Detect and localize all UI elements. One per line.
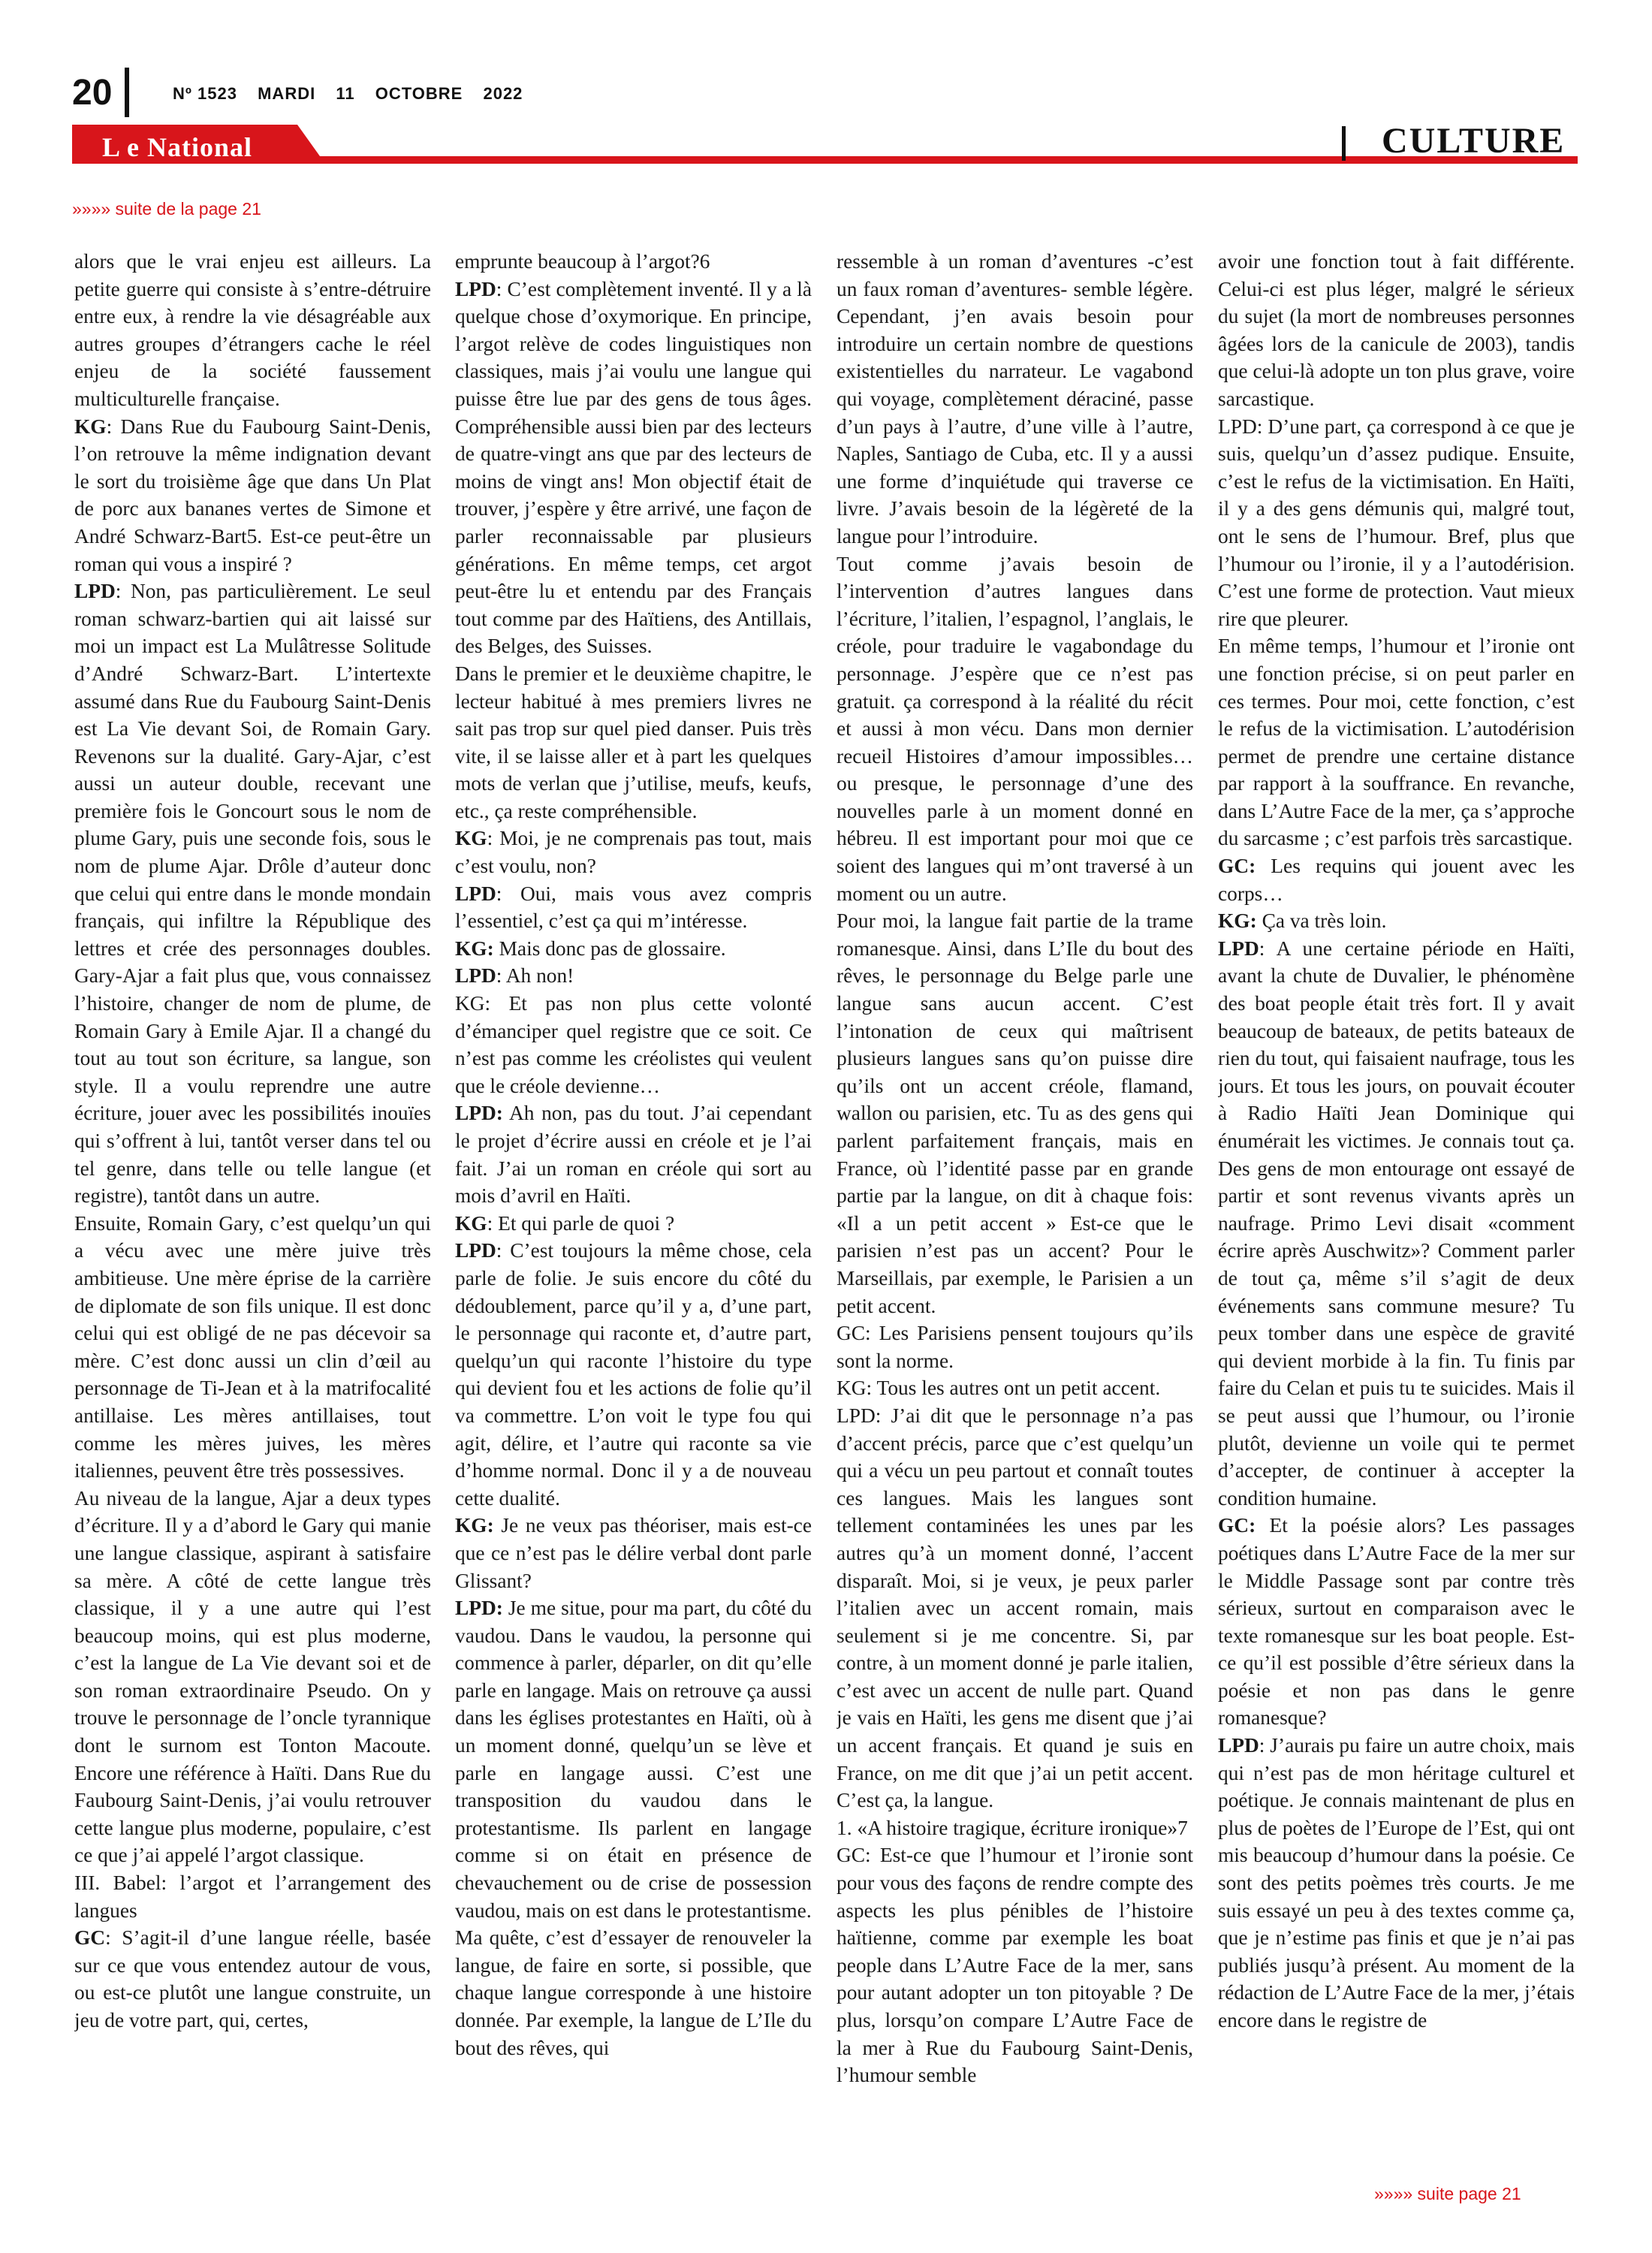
paragraph-text: Mais donc pas de glossaire. (493, 936, 726, 960)
paragraph-text: : S’agit-il d’une langue réelle, basée sur ce que vous entendez autour de vous, ou est-ce plutôt une langue construite, un jeu de votre part, qui, certes, (74, 1926, 431, 2031)
paragraph (1218, 248, 1575, 413)
paragraph (837, 1374, 1193, 1402)
paragraph (455, 1594, 812, 1924)
paragraph (1218, 1512, 1575, 1732)
speaker-label: LPD (455, 882, 496, 905)
newspaper-logo: L e National (102, 132, 253, 162)
paragraph (837, 907, 1193, 1320)
paragraph-text: 1. «A histoire tragique, écriture ironique»7 (837, 1816, 1188, 1839)
paragraph-text: : C’est complètement inventé. Il y a là quelque chose d’oxymorique. En principe, l’argot relève de codes linguistiques non classiques, mais j’ai voulu une langue qui puisse être lue par des gens de tous âges. Compréhensible aussi bien par des lecteurs de quatre-vingt ans que par des lecteurs de moins de vingt ans! Mon objectif était de trouver, j’espère y être arrivé, une façon de parler reconnaissable par plusieurs générations. En même temps, cet argot peut-être lu et entendu par des Français tout comme par des Haïtiens, des Antillais, des Belges, des Suisses. (455, 277, 812, 658)
paragraph (455, 1924, 812, 2061)
paragraph (455, 880, 812, 935)
paragraph (74, 413, 431, 578)
paragraph-text: Ça va très loin. (1256, 909, 1387, 933)
paragraph (837, 1320, 1193, 1374)
paragraph-text: Je me situe, pour ma part, du côté du vaudou. Dans le vaudou, la personne qui commence à parler, déparler, on dit qu’elle parle en langage. Mais on retrouve ça aussi dans les églises protestantes en Haïti, où à un moment donné, quelqu’un se lève et parle en langage aussi. C’est une transposition du vaudou dans le protestantisme. Ils parlent en langage comme si on était en présence de chevauchement ou de crise de possession vaudou, mais on est dans le protestantisme. (455, 1597, 812, 1922)
section-divider (1342, 126, 1346, 161)
paragraph-text: En même temps, l’humour et l’ironie ont une fonction précise, si on peut parler en ces termes. Pour moi, cette fonction, c’est le refus de la victimisation. L’autodérision permet de prendre une certaine distance par rapport à la souffrance. En revanche, dans L’Autre Face de la mer, ça s’approche du sarcasme ; c’est parfois très sarcastique. (1218, 635, 1575, 850)
speaker-label: KG (455, 827, 487, 850)
speaker-label: LPD (1218, 936, 1259, 960)
paragraph-text: Ensuite, Romain Gary, c’est quelqu’un qui a vécu avec une mère juive très ambitieuse. Une mère éprise de la carrière de diplomate de son fils unique. Il est donc celui qui est obligé de ne pas décevoir sa mère. C’est donc aussi un clin d’œil au personnage de Ti-Jean et à la matrifocalité antillaise. Les mères antillaises, tout comme les mères juives, les mères italiennes, peuvent être très possessives. (74, 1211, 431, 1482)
paragraph (837, 550, 1193, 908)
paragraph-text: KG: Et pas non plus cette volonté d’émanciper quel registre que ce soit. Ce n’est pas comme les créolistes qui veulent que le créole devienne… (455, 992, 812, 1097)
speaker-label: LPD (74, 580, 116, 603)
paragraph (837, 1841, 1193, 2089)
speaker-label: KG (455, 1211, 487, 1235)
speaker-label: KG: (455, 1514, 494, 1537)
paragraph (455, 825, 812, 879)
section-title: CULTURE (1382, 121, 1566, 161)
speaker-label: LPD (1218, 1734, 1259, 1757)
paragraph (455, 660, 812, 825)
speaker-label: LPD: (455, 1597, 503, 1620)
paragraph-text: : Non, pas particulièrement. Le seul roman schwarz-bartien qui ait laissé sur moi un impact est La Mulâtresse Solitude d’André Schwarz-Bart. L’intertexte assumé dans Rue du Faubourg Saint-Denis est La Vie devant Soi, de Romain Gary. Revenons sur la dualité. Gary-Ajar, c’est aussi un auteur double, recevant une première fois le Goncourt sous le nom de plume Gary, puis une seconde fois, sous le nom de plume Ajar. Drôle d’auteur donc que celui qui entre dans le monde mondain français, qui infiltre la République des lettres et crée des personnages doubles. Gary-Ajar a fait plus que, vous connaissez l’histoire, changer de nom de plume, de Romain Gary à Emile Ajar. Il a changé du tout au tout son écriture, sa langue, son style. Il a voulu reprendre une autre écriture, jouer avec les possibilités inouïes qui s’offrent à lui, tantôt verser dans tel ou tel genre, dans telle ou telle langue (et registre), tantôt dans un autre. (74, 580, 431, 1208)
paragraph (74, 578, 431, 1210)
paragraph (455, 248, 812, 276)
paragraph (455, 1210, 812, 1238)
paragraph-text: III. Babel: l’argot et l’arrangement des langues (74, 1871, 431, 1922)
article-column-1 (74, 248, 431, 2185)
paragraph-text: Pour moi, la langue fait partie de la trame romanesque. Ainsi, dans L’Ile du bout des rêves, le personnage du Belge parle une langue sans aucun accent. C’est l’intonation de ceux qui maîtrisent plusieurs langues sans qu’on puisse dire qu’ils ont un accent créole, flamand, wallon ou parisien, etc. Tu as des gens qui parlent parfaitement français, mais en France, où l’identité passe par en grande partie par la langue, on dit à chaque fois: «Il a un petit accent » Est-ce que le parisien n’est pas un accent? Pour le Marseillais, par exemple, le Parisien a un petit accent. (837, 909, 1193, 1317)
speaker-label: LPD (455, 277, 496, 300)
paragraph-text: Ah non, pas du tout. J’ai cependant le projet d’écrire aussi en créole et je l’ai fait. J’ai un roman en créole qui sort au mois d’avril en Haïti. (455, 1102, 812, 1208)
paragraph (1218, 935, 1575, 1512)
speaker-label: LPD (455, 964, 496, 988)
masthead-red-rule (72, 156, 1578, 164)
paragraph (455, 1099, 812, 1209)
paragraph (455, 962, 812, 990)
paragraph (455, 276, 812, 660)
speaker-label: GC: (1218, 855, 1256, 878)
issue-day: 11 (336, 84, 355, 103)
paragraph-text: GC: Les Parisiens pensent toujours qu’ils sont la norme. (837, 1322, 1193, 1372)
issue-weekday: MARDI (258, 84, 316, 103)
issue-year: 2022 (483, 84, 523, 103)
paragraph-text: avoir une fonction tout à fait différente. Celui-ci est plus léger, malgré le sérieux du sujet (la mort de nombreuses personnes âgées lors de la canicule de 2003), tandis que celui-là adopte un ton plus grave, voire sarcastique. (1218, 250, 1575, 410)
paragraph (837, 1814, 1193, 1842)
paragraph-text: : Et qui parle de quoi ? (487, 1211, 675, 1235)
paragraph (1218, 413, 1575, 633)
speaker-label: LPD (455, 1239, 496, 1262)
paragraph-text: alors que le vrai enjeu est ailleurs. La petite guerre qui consiste à s’entre-détruire entre eux, à rendre la vie désagréable aux autres groupes d’étrangers cache le réel enjeu de la société faussement multiculturelle française. (74, 250, 431, 410)
speaker-label: LPD: (455, 1102, 503, 1125)
speaker-label: GC (74, 1926, 106, 1950)
speaker-label: GC: (1218, 1514, 1256, 1537)
page-number-divider (125, 68, 129, 117)
paragraph-text: KG: Tous les autres ont un petit accent. (837, 1377, 1161, 1400)
article-column-2 (455, 248, 812, 2185)
issue-number: Nº 1523 (173, 84, 237, 103)
continued-from-note: »»»» suite de la page 21 (72, 199, 261, 219)
paragraph (1218, 907, 1575, 935)
speaker-label: KG: (1218, 909, 1257, 933)
paragraph-text: : Oui, mais vous avez compris l’essentiel, c’est ça qui m’intéresse. (455, 882, 812, 933)
paragraph-text: Au niveau de la langue, Ajar a deux types d’écriture. Il y a d’abord le Gary qui manie une langue classique, aspirant à satisfaire sa mère. A côté de cette langue très classique, il y a une autre qui l’est beaucoup moins, qui est plus moderne, c’est la langue de La Vie devant soi et de son roman extraordinaire Pseudo. On y trouve le personnage de l’oncle tyrannique dont le surnom est Tonton Macoute. Encore une référence à Haïti. Dans Rue du Faubourg Saint-Denis, j’ai voulu retrouver cette langue plus moderne, populaire, c’est ce que j’ai appelé l’argot classique. (74, 1486, 431, 1867)
paragraph (1218, 632, 1575, 852)
paragraph (74, 1924, 431, 2034)
continued-to-note: »»»» suite page 21 (1374, 2184, 1521, 2203)
paragraph-text: GC: Est-ce que l’humour et l’ironie sont pour vous des façons de rendre compte des aspects les plus pénibles de l’histoire haïtienne, comme par exemple les boat people dans L’Autre Face de la mer, sans pour autant adopter un ton pitoyable ? De plus, lorsqu’on compare L’Autre Face de la mer à Rue du Faubourg Saint-Denis, l’humour semble (837, 1844, 1193, 2087)
paragraph-text: : Moi, je ne comprenais pas tout, mais c’est voulu, non? (455, 827, 812, 878)
paragraph-text: : A une certaine période en Haïti, avant la chute de Duvalier, le phénomène des boat people était très fort. Il y avait beaucoup de bateaux, de petits bateaux de rien du tout, qui faisaient naufrage, tous les jours. Et tous les jours, on pouvait écouter à Radio Haïti Jean Dominique qui énumérait les victimes. Je connais tout ça. Des gens de mon entourage ont essayé de partir et sont revenus vivants après un naufrage. Primo Levi disait «comment écrire après Auschwitz»? Comment parler de tout ça, même s’il s’agit de deux événements sans commune mesure? Tu peux tomber dans une espèce de gravité qui devient morbide à la fin. Tu finis par faire du Celan et puis tu te suicides. Mais il se peut aussi que l’humour, ou l’ironie plutôt, devienne un voile qui te permet d’accepter, de continuer à accepter la condition humaine. (1218, 936, 1575, 1510)
paragraph-text: : C’est toujours la même chose, cela parle de folie. Je suis encore du côté du dédoublement, parce qu’il y a, d’une part, le personnage qui raconte et, d’autre part, quelqu’un qui raconte l’histoire du type qui devient fou et les actions de folie qu’il va commettre. L’on voit le type fou qui agit, délire, et l’autre qui raconte sa vie d’homme normal. Donc il y a de nouveau cette dualité. (455, 1239, 812, 1510)
paragraph-text: ressemble à un roman d’aventures -c’est un faux roman d’aventures- semble légère. Cependant, j’en avais besoin pour introduire un certain nombre de questions existentielles du narrateur. Le vagabond qui voyage, complètement déraciné, passe d’un pays à l’autre, d’une ville à l’autre, Naples, Santiago de Cuba, etc. Il y a aussi une forme d’inquiétude qui traverse ce livre. J’avais besoin de la légèreté de la langue pour l’introduire. (837, 250, 1193, 547)
paragraph (837, 248, 1193, 550)
paragraph (74, 1210, 431, 1485)
paragraph-text: LPD: D’une part, ça correspond à ce que je suis, quelqu’un d’assez pudique. Ensuite, c’est le refus de la victimisation. En Haïti, il y a des gens démunis qui, malgré tout, ont le sens de l’humour. Bref, plus que l’humour ou l’ironie, il y a l’autodérision. C’est une forme de protection. Vaut mieux rire que pleurer. (1218, 415, 1575, 630)
page-number: 20 (72, 73, 113, 113)
paragraph-text: Et la poésie alors? Les passages poétiques dans L’Autre Face de la mer sur le Middle Passage sont par contre très sérieux, surtout en comparaison avec le texte romanesque sur les boat people. Est-ce qu’il est possible d’être sérieux dans la poésie et non pas dans le genre romanesque? (1218, 1514, 1575, 1730)
paragraph (74, 1869, 431, 1924)
paragraph (837, 1402, 1193, 1814)
paragraph-text: : Ah non! (496, 964, 574, 988)
article-column-4 (1218, 248, 1575, 2185)
paragraph (455, 1237, 812, 1512)
paragraph (455, 935, 812, 963)
paragraph-text: Les requins qui jouent avec les corps… (1218, 855, 1575, 905)
paragraph (1218, 852, 1575, 907)
paragraph-text: emprunte beaucoup à l’argot?6 (455, 250, 710, 273)
paragraph-text: Tout comme j’avais besoin de l’intervention d’autres langues dans l’écriture, l’italien, l’espagnol, l’anglais, le créole, pour traduire le vagabondage du personnage. J’espère que ce n’est pas gratuit. ça correspond à la réalité du récit et aussi à mon vécu. Dans mon dernier recueil Histoires d’amour impossibles… ou presque, le personnage d’une des nouvelles parle à un moment donné en hébreu. Il est important pour moi que ce soient des langues qui m’ont traversé à un moment ou un autre. (837, 552, 1193, 905)
paragraph-text: : J’aurais pu faire un autre choix, mais qui n’est pas de mon héritage culturel et poétique. Je connais maintenant de plus en plus de poètes de l’Europe de l’Est, qui ont mis beaucoup d’humour dans la poésie. Ce sont des petits poèmes très courts. Je me suis essayé un peu à des textes comme ça, que je n’estime pas finis et que je n’ai pas publiés jusqu’à présent. Au moment de la rédaction de L’Autre Face de la mer, j’étais encore dans le registre de (1218, 1734, 1575, 2031)
speaker-label: KG (74, 415, 107, 438)
paragraph-text: : Dans Rue du Faubourg Saint-Denis, l’on retrouve la même indignation devant le sort du troisième âge que dans Un Plat de porc aux bananes vertes de Simone et André Schwarz-Bart5. Est-ce peut-être un roman qui vous a inspiré ? (74, 415, 431, 575)
speaker-label: KG: (455, 936, 494, 960)
paragraph-text: LPD: J’ai dit que le personnage n’a pas d’accent précis, parce que c’est quelqu’un qui a vécu un peu partout et connaît toutes ces langues. Mais les langues sont tellement contaminées les unes par les autres qu’à un moment donné, l’accent disparaît. Moi, si je veux, je peux parler l’italien avec un accent romain, mais seulement si je me concentre. Si, par contre, à un moment donné je parle italien, c’est avec un accent de nulle part. Quand je vais en Haïti, les gens me disent que j’ai un accent français. Et quand je suis en France, on me dit que j’ai un petit accent. C’est ça, la langue. (837, 1404, 1193, 1812)
paragraph (1218, 1732, 1575, 2034)
paragraph (74, 248, 431, 413)
paragraph (455, 1512, 812, 1594)
article-column-3 (837, 248, 1193, 2185)
issue-line (173, 84, 538, 104)
issue-month: OCTOBRE (375, 84, 463, 103)
paragraph-text: Dans le premier et le deuxième chapitre, le lecteur habitué à mes premiers livres ne sait pas trop sur quel pied danser. Puis très vite, il se laisse aller et à part les quelques mots de verlan que j’utilise, meufs, keufs, etc., ça reste compréhensible. (455, 662, 812, 822)
paragraph (455, 990, 812, 1099)
masthead-band (72, 125, 1578, 170)
paragraph-text: Je ne veux pas théoriser, mais est-ce que ce n’est pas le délire verbal dont parle Glissant? (455, 1514, 812, 1592)
paragraph (74, 1485, 431, 1869)
paragraph-text: Ma quête, c’est d’essayer de renouveler la langue, de faire en sorte, si possible, que chaque langue corresponde à une histoire donnée. Par exemple, la langue de L’Ile du bout des rêves, qui (455, 1926, 812, 2059)
